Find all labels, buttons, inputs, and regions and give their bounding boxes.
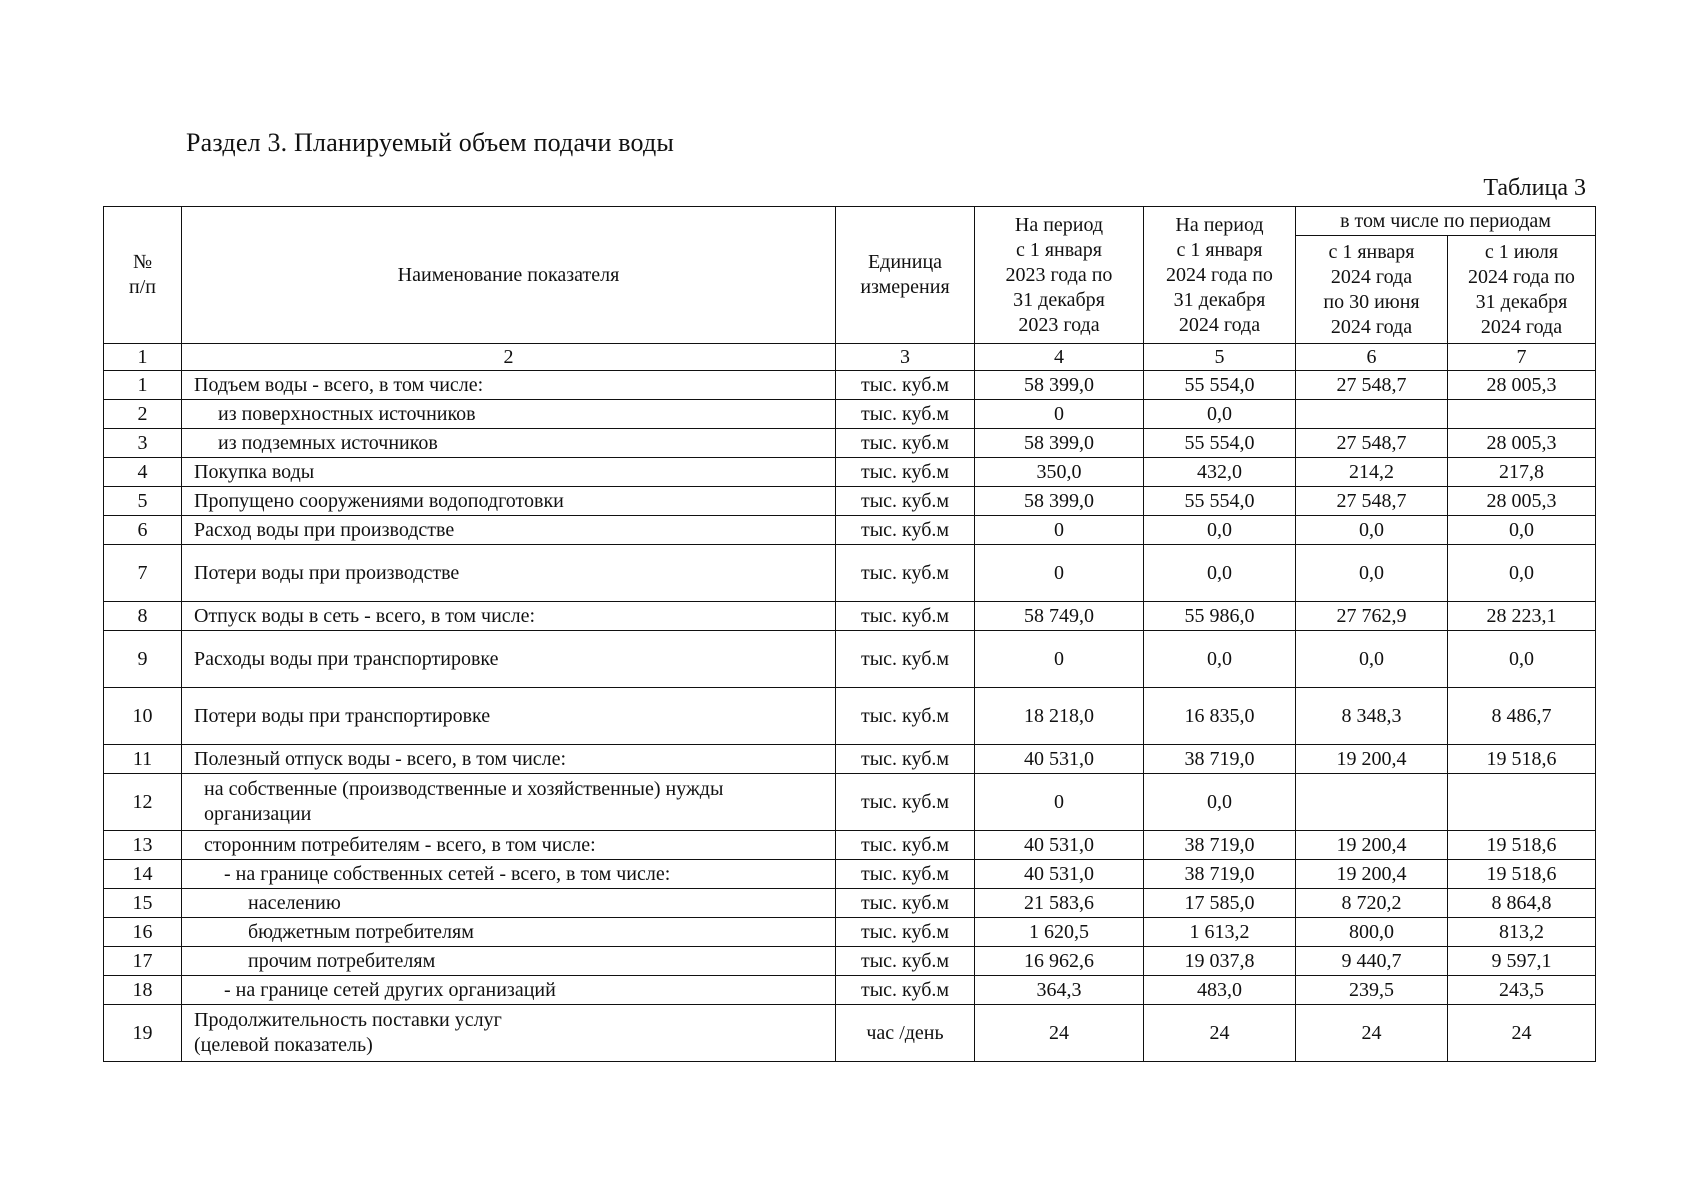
indicator-name: из подземных источников [182,429,836,458]
value-2024: 38 719,0 [1144,860,1296,889]
indicator-name: Полезный отпуск воды - всего, в том числе: [182,745,836,774]
row-number: 14 [104,860,182,889]
value-2023: 0 [975,516,1144,545]
value-first-half-2024: 24 [1296,1005,1448,1062]
value-2023: 58 399,0 [975,487,1144,516]
indicator-name: Подъем воды - всего, в том числе: [182,371,836,400]
value-first-half-2024 [1296,400,1448,429]
header-period-2023-text: На период с 1 января 2023 года по 31 декабря 2023 года [1005,213,1113,336]
row-number: 12 [104,774,182,831]
water-supply-table [103,206,1596,1062]
table-row [104,545,1596,602]
value-second-half-2024: 19 518,6 [1448,831,1596,860]
value-2024: 38 719,0 [1144,831,1296,860]
table-row [104,688,1596,745]
table-row [104,860,1596,889]
value-first-half-2024: 19 200,4 [1296,831,1448,860]
unit-cell: тыс. куб.м [836,631,975,688]
table-row [104,602,1596,631]
table-row [104,516,1596,545]
indicator-name: - на границе сетей других организаций [182,976,836,1005]
value-second-half-2024 [1448,400,1596,429]
header-first-half [1296,236,1448,344]
value-2024: 0,0 [1144,545,1296,602]
value-2024: 0,0 [1144,631,1296,688]
value-second-half-2024: 8 486,7 [1448,688,1596,745]
value-first-half-2024: 27 548,7 [1296,487,1448,516]
unit-cell: тыс. куб.м [836,400,975,429]
col-number: 5 [1144,344,1296,371]
table-row [104,631,1596,688]
col-number: 1 [104,344,182,371]
unit-cell: тыс. куб.м [836,889,975,918]
value-first-half-2024: 19 200,4 [1296,860,1448,889]
value-second-half-2024: 24 [1448,1005,1596,1062]
value-2024: 55 554,0 [1144,487,1296,516]
row-number: 6 [104,516,182,545]
value-first-half-2024: 0,0 [1296,545,1448,602]
col-number: 6 [1296,344,1448,371]
value-2023: 24 [975,1005,1144,1062]
value-first-half-2024: 27 548,7 [1296,371,1448,400]
table-row [104,371,1596,400]
unit-cell: тыс. куб.м [836,745,975,774]
table-row [104,745,1596,774]
value-2024: 1 613,2 [1144,918,1296,947]
col-number: 2 [182,344,836,371]
value-first-half-2024: 800,0 [1296,918,1448,947]
indicator-name: на собственные (производственные и хозяйственные) нужды организации [182,774,836,831]
indicator-name: из поверхностных источников [182,400,836,429]
value-2024: 0,0 [1144,400,1296,429]
indicator-name: Покупка воды [182,458,836,487]
unit-cell: тыс. куб.м [836,516,975,545]
table-row [104,487,1596,516]
row-number: 10 [104,688,182,745]
unit-cell: тыс. куб.м [836,831,975,860]
value-2024: 17 585,0 [1144,889,1296,918]
value-2024: 0,0 [1144,516,1296,545]
value-2023: 0 [975,631,1144,688]
value-first-half-2024: 214,2 [1296,458,1448,487]
value-second-half-2024: 28 005,3 [1448,429,1596,458]
row-number: 4 [104,458,182,487]
unit-cell: тыс. куб.м [836,429,975,458]
indicator-name: Продолжительность поставки услуг (целевой показатель) [182,1005,836,1062]
value-2023: 0 [975,774,1144,831]
indicator-name: - на границе собственных сетей - всего, в том числе: [182,860,836,889]
value-second-half-2024: 28 005,3 [1448,487,1596,516]
value-2024: 16 835,0 [1144,688,1296,745]
header-subperiods-group [1296,207,1596,236]
table-row [104,918,1596,947]
unit-cell: тыс. куб.м [836,602,975,631]
col-number: 7 [1448,344,1596,371]
value-second-half-2024: 9 597,1 [1448,947,1596,976]
row-number: 17 [104,947,182,976]
unit-cell: тыс. куб.м [836,774,975,831]
value-first-half-2024: 9 440,7 [1296,947,1448,976]
header-period-2024-text: На период с 1 января 2024 года по 31 декабря 2024 года [1166,213,1273,336]
header-num [104,207,182,344]
unit-cell: тыс. куб.м [836,458,975,487]
row-number: 7 [104,545,182,602]
value-second-half-2024 [1448,774,1596,831]
unit-cell: тыс. куб.м [836,860,975,889]
value-2024: 19 037,8 [1144,947,1296,976]
unit-cell: час /день [836,1005,975,1062]
value-second-half-2024: 19 518,6 [1448,745,1596,774]
value-second-half-2024: 0,0 [1448,545,1596,602]
row-number: 3 [104,429,182,458]
value-2023: 40 531,0 [975,745,1144,774]
table-row [104,976,1596,1005]
indicator-name: Пропущено сооружениями водоподготовки [182,487,836,516]
indicator-name: Расход воды при производстве [182,516,836,545]
unit-cell: тыс. куб.м [836,545,975,602]
value-second-half-2024: 19 518,6 [1448,860,1596,889]
row-number: 13 [104,831,182,860]
table-row [104,889,1596,918]
row-number: 2 [104,400,182,429]
unit-cell: тыс. куб.м [836,688,975,745]
col-number: 4 [975,344,1144,371]
table-row [104,400,1596,429]
value-2023: 364,3 [975,976,1144,1005]
indicator-name: бюджетным потребителям [182,918,836,947]
indicator-name: Потери воды при производстве [182,545,836,602]
row-number: 1 [104,371,182,400]
unit-cell: тыс. куб.м [836,976,975,1005]
unit-cell: тыс. куб.м [836,371,975,400]
value-first-half-2024: 0,0 [1296,516,1448,545]
unit-cell: тыс. куб.м [836,487,975,516]
value-first-half-2024: 27 548,7 [1296,429,1448,458]
value-first-half-2024 [1296,774,1448,831]
header-first-half-text: с 1 января 2024 года по 30 июня 2024 года [1323,240,1420,338]
row-number: 19 [104,1005,182,1062]
row-number: 16 [104,918,182,947]
header-second-half-text: с 1 июля 2024 года по 31 декабря 2024 года [1468,240,1575,338]
row-number: 15 [104,889,182,918]
table-row [104,1005,1596,1062]
unit-cell: тыс. куб.м [836,918,975,947]
value-second-half-2024: 8 864,8 [1448,889,1596,918]
value-2023: 58 399,0 [975,371,1144,400]
col-number: 3 [836,344,975,371]
header-num-text: № п/п [129,251,156,298]
table-row [104,947,1596,976]
value-2023: 0 [975,400,1144,429]
column-number-row [104,344,1596,371]
value-2024: 55 554,0 [1144,429,1296,458]
value-second-half-2024: 0,0 [1448,516,1596,545]
header-name-text: Наименование показателя [397,263,620,286]
value-2023: 58 399,0 [975,429,1144,458]
value-2024: 55 554,0 [1144,371,1296,400]
value-first-half-2024: 27 762,9 [1296,602,1448,631]
value-second-half-2024: 28 223,1 [1448,602,1596,631]
value-2023: 1 620,5 [975,918,1144,947]
value-first-half-2024: 19 200,4 [1296,745,1448,774]
value-2023: 40 531,0 [975,860,1144,889]
value-second-half-2024: 28 005,3 [1448,371,1596,400]
indicator-name: населению [182,889,836,918]
row-number: 5 [104,487,182,516]
table-row [104,429,1596,458]
table-row [104,774,1596,831]
value-first-half-2024: 0,0 [1296,631,1448,688]
header-name [182,207,836,344]
value-second-half-2024: 0,0 [1448,631,1596,688]
indicator-name: Расходы воды при транспортировке [182,631,836,688]
value-2024: 483,0 [1144,976,1296,1005]
indicator-name: сторонним потребителям - всего, в том числе: [182,831,836,860]
value-2024: 432,0 [1144,458,1296,487]
value-2024: 38 719,0 [1144,745,1296,774]
value-2023: 16 962,6 [975,947,1144,976]
value-second-half-2024: 813,2 [1448,918,1596,947]
value-second-half-2024: 217,8 [1448,458,1596,487]
row-number: 18 [104,976,182,1005]
indicator-name: Отпуск воды в сеть - всего, в том числе: [182,602,836,631]
value-2023: 350,0 [975,458,1144,487]
value-2023: 0 [975,545,1144,602]
value-2023: 58 749,0 [975,602,1144,631]
indicator-name: прочим потребителям [182,947,836,976]
indicator-name: Потери воды при транспортировке [182,688,836,745]
value-2023: 40 531,0 [975,831,1144,860]
header-unit-text: Единица измерения [860,251,950,298]
value-2024: 55 986,0 [1144,602,1296,631]
header-subperiods-group-text: в том числе по периодам [1340,209,1551,232]
value-2024: 24 [1144,1005,1296,1062]
section-title: Раздел 3. Планируемый объем подачи воды [186,128,675,157]
row-number: 8 [104,602,182,631]
header-period-2023 [975,207,1144,344]
row-number: 11 [104,745,182,774]
row-number: 9 [104,631,182,688]
table-label: Таблица 3 [1483,175,1586,201]
table-row [104,831,1596,860]
header-period-2024 [1144,207,1296,344]
value-first-half-2024: 239,5 [1296,976,1448,1005]
value-2024: 0,0 [1144,774,1296,831]
value-second-half-2024: 243,5 [1448,976,1596,1005]
header-row-1 [104,207,1596,236]
header-unit [836,207,975,344]
value-first-half-2024: 8 348,3 [1296,688,1448,745]
table-row [104,458,1596,487]
value-2023: 18 218,0 [975,688,1144,745]
header-second-half [1448,236,1596,344]
value-2023: 21 583,6 [975,889,1144,918]
value-first-half-2024: 8 720,2 [1296,889,1448,918]
unit-cell: тыс. куб.м [836,947,975,976]
